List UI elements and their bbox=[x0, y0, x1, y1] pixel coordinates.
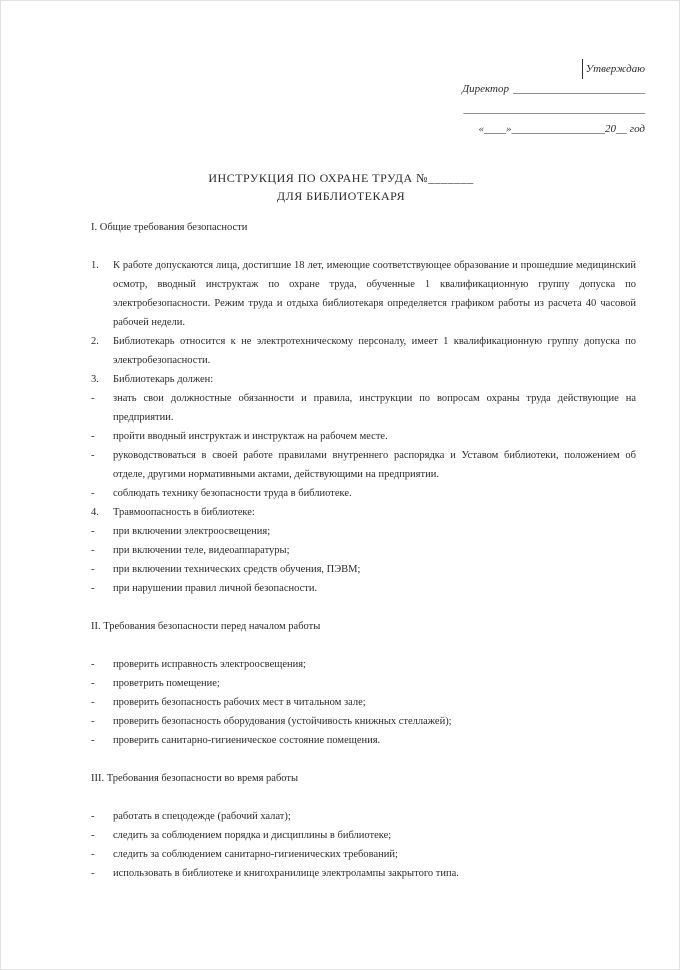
item-marker: - bbox=[91, 735, 95, 746]
item-text: соблюдать технику безопасности труда в библиотеке. bbox=[113, 488, 352, 499]
date-line: «____»_________________20__ год bbox=[478, 123, 645, 135]
list-item bbox=[91, 674, 636, 693]
approval-approve-line bbox=[417, 59, 645, 79]
list-item bbox=[91, 655, 636, 674]
item-text: следить за соблюдением санитарно-гигиенических требований; bbox=[113, 849, 398, 860]
list-item bbox=[91, 579, 636, 598]
list-item bbox=[91, 427, 636, 446]
item-text: проверить санитарно-гигиеническое состояние помещения. bbox=[113, 735, 381, 746]
list-item bbox=[91, 693, 636, 712]
list-item bbox=[91, 332, 636, 370]
item-text: К работе допускаются лица, достигшие 18 лет, имеющие соответствующее образование и прошедшие медицинский осмотр, вводный инструктаж по охране труда, обученные 1 квалификационную группу допуска по электробезопасности. Режим труда и отдыха библиотекаря определяется графиком работы из расчета 40 часовой рабочей недели. bbox=[113, 260, 636, 328]
title-line-1: ИНСТРУКЦИЯ ПО ОХРАНЕ ТРУДА №_______ bbox=[208, 171, 474, 185]
list-item bbox=[91, 370, 636, 389]
item-text: проверить безопасность оборудования (устойчивость книжных стеллажей); bbox=[113, 716, 452, 727]
item-marker: - bbox=[91, 526, 95, 537]
list-item bbox=[91, 389, 636, 427]
approve-label: Утверждаю bbox=[582, 59, 645, 79]
item-marker: - bbox=[91, 678, 95, 689]
item-text: использовать в библиотеке и книгохранилище электролампы закрытого типа. bbox=[113, 868, 459, 879]
list-item bbox=[91, 256, 636, 332]
item-text: проветрить помещение; bbox=[113, 678, 220, 689]
item-text: следить за соблюдением порядка и дисциплины в библиотеке; bbox=[113, 830, 392, 841]
list-item bbox=[91, 560, 636, 579]
item-marker: 2. bbox=[91, 336, 99, 347]
list-item bbox=[91, 503, 636, 522]
section-gap bbox=[91, 750, 636, 769]
director-label: Директор bbox=[462, 83, 509, 95]
item-text: при нарушении правил личной безопасности. bbox=[113, 583, 318, 594]
item-text: пройти вводный инструктаж и инструктаж на рабочем месте. bbox=[113, 431, 388, 442]
item-marker: - bbox=[91, 716, 95, 727]
item-marker: 3. bbox=[91, 374, 99, 385]
item-marker: - bbox=[91, 583, 95, 594]
list-item bbox=[91, 731, 636, 750]
list-item bbox=[91, 522, 636, 541]
title-line-2: ДЛЯ БИБЛИОТЕКАРЯ bbox=[276, 189, 406, 203]
list-item bbox=[91, 712, 636, 731]
signature-line: _________________________________ bbox=[463, 103, 645, 115]
item-text: проверить безопасность рабочих мест в читальном зале; bbox=[113, 697, 366, 708]
item-marker: - bbox=[91, 849, 95, 860]
item-marker: - bbox=[91, 659, 95, 670]
approval-director-line bbox=[417, 79, 645, 99]
item-marker: - bbox=[91, 450, 95, 461]
item-marker: - bbox=[91, 868, 95, 879]
list-item bbox=[91, 446, 636, 484]
section-1-list bbox=[91, 256, 636, 598]
approval-signature-line bbox=[417, 99, 645, 119]
item-marker: - bbox=[91, 545, 95, 556]
item-text: Библиотекарь относится к не электротехническому персоналу, имеет 1 квалификационную группу допуска по электробезопасности. bbox=[113, 336, 636, 366]
item-text: при включении технических средств обучения, ПЭВМ; bbox=[113, 564, 361, 575]
item-text: при включении теле, видеоаппаратуры; bbox=[113, 545, 290, 556]
section-3-heading: III. Требования безопасности во время работы bbox=[91, 773, 299, 784]
list-item bbox=[91, 484, 636, 503]
approval-date-line bbox=[417, 119, 645, 139]
item-marker: 4. bbox=[91, 507, 99, 518]
section-3-list bbox=[91, 807, 636, 883]
section-2-list bbox=[91, 655, 636, 750]
list-item bbox=[91, 826, 636, 845]
list-item bbox=[91, 541, 636, 560]
document-body bbox=[91, 218, 636, 883]
item-marker: - bbox=[91, 488, 95, 499]
item-marker: - bbox=[91, 697, 95, 708]
item-text: проверить исправность электроосвещения; bbox=[113, 659, 306, 670]
list-item bbox=[91, 807, 636, 826]
item-text: руководствоваться в своей работе правилами внутреннего распорядка и Уставом библиотеки, положением об отделе, другими нормативными актами, действующими на предприятии. bbox=[113, 450, 636, 480]
section-gap bbox=[91, 598, 636, 617]
item-text: работать в спецодежде (рабочий халат); bbox=[113, 811, 291, 822]
section-1-heading: I. Общие требования безопасности bbox=[91, 222, 248, 233]
item-marker: - bbox=[91, 393, 95, 404]
approval-block bbox=[417, 59, 645, 139]
item-marker: - bbox=[91, 811, 95, 822]
document-title bbox=[1, 169, 680, 205]
item-marker: - bbox=[91, 564, 95, 575]
section-2-heading: II. Требования безопасности перед началом работы bbox=[91, 621, 321, 632]
item-marker: - bbox=[91, 431, 95, 442]
director-blank: ________________________ bbox=[513, 83, 645, 95]
list-item bbox=[91, 864, 636, 883]
list-item bbox=[91, 845, 636, 864]
item-text: Библиотекарь должен: bbox=[113, 374, 214, 385]
item-text: Травмоопасность в библиотеке: bbox=[113, 507, 255, 518]
item-text: при включении электроосвещения; bbox=[113, 526, 271, 537]
item-marker: - bbox=[91, 830, 95, 841]
item-marker: 1. bbox=[91, 260, 99, 271]
item-text: знать свои должностные обязанности и правила, инструкции по вопросам охраны труда действующие на предприятии. bbox=[113, 393, 636, 423]
